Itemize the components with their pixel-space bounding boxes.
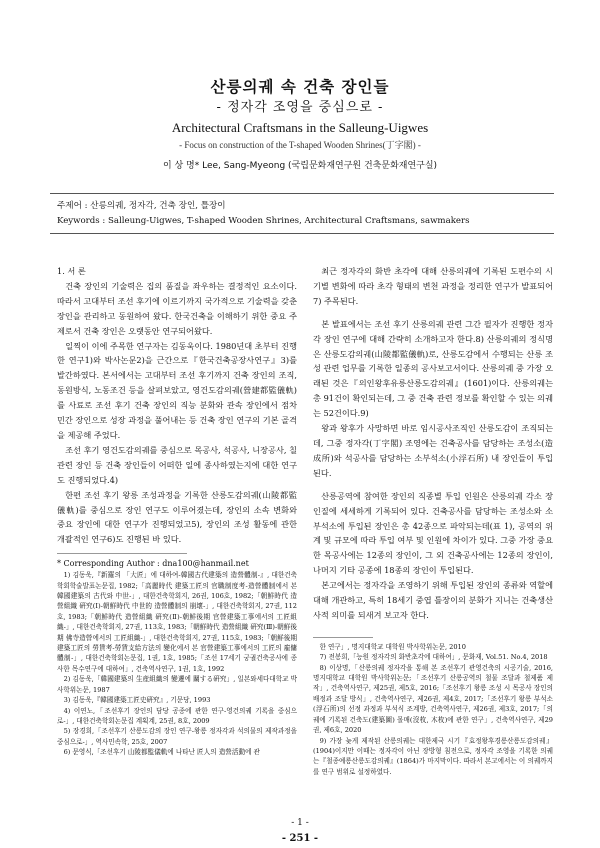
right-column xyxy=(313,264,553,777)
footnote: 8) 이상명,「산릉의궤 정자각을 통해 본 조선후기 관영건축의 시공기술, 2016, 명지대학교 대학원 박사학위논문;「조선후기 산릉공역의 철물 조달과 철제품 제작」, 건축역사연구, 제25권, 제5호, 2016;「조선후기 왕릉 조성 시 목공사 장인의 배정과 조달 방식」, 건축역사연구, 제26권, 제4호, 2017;「조선후기 왕릉 부석소(浮石所)의 선정 과정과 부석식 조계방, 건축역사연구, 제26권, 제3호, 2017;「의궤에 기록된 건축도(建築圖) 몰매(沒枚, 木枚)에 관한 연구」, 건축역사연구, 제29권, 제6호, 2020 xyxy=(313,663,553,735)
footnote: 4) 이연노,「조선후기 장인의 담당 공종에 관한 연구-영건의궤 기록을 중심으로-」, 대한건축학회논문집 계획계, 25권, 8호, 2009 xyxy=(57,706,297,725)
title-english: Architectural Craftsmans in the Salleung-Uigwes xyxy=(171,120,429,135)
footnote: 5) 장경희,「조선후기 산릉도감의 장인 연구-왕릉 정자각과 석의물의 제작과정을 중심으로-」, 역사민속학, 25호, 2007 xyxy=(57,727,297,746)
keywords-english: Keywords : Salleung-Uigwes, T-shaped Wooden Shrines, Architectural Craftsmans, sawmakers xyxy=(57,215,470,226)
body-paragraph: 최근 정자각의 화반 초각에 대해 산릉의궤에 기록된 도편수의 시기별 변화에 따라 초각 형태의 변천 과정을 정리한 연구가 발표되어7) 주목된다. xyxy=(313,266,553,306)
keywords-bottom-rule xyxy=(50,233,554,234)
body-paragraph: 본고에서는 정자각을 조영하기 위해 투입된 장인의 종류와 역할에 대해 개관하고, 특히 18세기 중엽 틀장이의 분화가 지니는 건축생산사적 의미를 되새겨 보고자 한다. xyxy=(313,580,553,620)
corresponding-author: * Corresponding Author : dna100@hanmail.net xyxy=(57,553,187,570)
keywords-korean: 주제어 : 산릉의궤, 정자각, 건축 장인, 틀장이 xyxy=(57,201,226,211)
left-column xyxy=(57,264,297,758)
body-paragraph: 한편 조선 후기 왕릉 조성과정을 기록한 산릉도감의궤(山陵都監儀軌)를 중심으로 장인 연구도 이루어졌는데, 장인의 소속 변화와 중요 장인에 대한 연구가 진행되었고5), 장인의 조성 활동에 관한 개괄적인 연구6)도 진행된 바 있다. xyxy=(57,489,297,545)
page-number: - 251 - xyxy=(281,833,319,844)
author-line: 이 상 명* Lee, Sang-Myeong (국립문화재연구원 건축문화재연구실) xyxy=(162,161,438,171)
footnote: 6) 문영식,「조선후기 山陵都監儀軌에 나타난 匠人의 造營活動에 관 xyxy=(63,748,260,757)
subtitle-korean: - 정자각 조영을 중심으로 - xyxy=(216,100,384,115)
title-korean: 산릉의궤 속 건축 장인들 xyxy=(210,77,390,96)
body-paragraph: 산릉공역에 참여한 장인의 직종별 투입 인원은 산릉의궤 각소 장인질에 세세하게 기록되어 있다. 건축공사를 담당하는 조성소와 소부석소에 투입된 장인은 총 42종으로 파악되는데(표 1), 공역의 위계 및 규모에 따라 투입 여부 및 인원에 차이가 있다. 그중 가장 중요한 목공사에는 12종의 장인이, 그 외 건축공사에는 12종의 장인이, 나머지 기타 공종에 18종의 장인이 투입된다. xyxy=(313,490,553,576)
title-block xyxy=(0,76,600,173)
footnote: 3) 김동욱,『韓國建築工匠史硏究』, 기문당, 1993 xyxy=(63,696,211,705)
body-paragraph: 왕과 왕후가 사망하면 바로 임시공사조직인 산릉도감이 조직되는데, 그중 정자각(丁字閣) 조영에는 건축공사를 담당하는 조성소(造成所)와 석공사를 담당하는 소부석소(小浮石所) 내 장인들이 투입된다. xyxy=(313,423,553,478)
keywords-block xyxy=(57,199,557,228)
body-paragraph: 건축 장인의 기술력은 집의 품질을 좌우하는 결정적인 요소이다. 따라서 고대부터 조선 후기에 이르기까지 국가적으로 기술력을 갖춘 장인을 관리하고 동원하여 왔다. 한국건축을 이해하기 위한 중요 주제로서 건축 장인은 오랫동안 연구되어왔다. xyxy=(57,280,297,336)
footnote: 7) 전봉희,「능원 정자각의 화반초각에 대하여」, 문화재, Vol.51. No.4, 2018 xyxy=(319,653,548,662)
footnote-separator xyxy=(313,637,373,638)
body-paragraph: 일찍이 이에 주목한 연구자는 김동욱이다. 1980년대 초부터 진행한 연구1)와 박사논문2)을 근간으로『한국건축공장사연구』3)를 발간하였다. 본서에서는 고대부터 조선 후기까지 건축 장인의 조직, 동원방식, 노동조건 등을 살펴보았고, 영건도감의궤(營建都監儀軌)를 사료로 조선 후기 건축 장인의 직능 분화와 관속 장인에서 점차 민간 장인으로 성장 과정을 풀어내는 등 건축 장인 연구의 기본 골격을 제공해 주었다. xyxy=(57,340,297,440)
page-marker: - 1 - xyxy=(291,818,309,828)
subtitle-english: - Focus on construction of the T-shaped Wooden Shrines(丁字閣) - xyxy=(179,140,421,150)
keywords-top-rule xyxy=(50,193,554,194)
footnote: 한 연구」, 명지대학교 대학원 박사학위논문, 2010 xyxy=(319,642,466,651)
section-heading: 1. 서 론 xyxy=(57,266,86,276)
footnote: 2) 김동욱,「韓國建築의 生産組織의 變遷에 關する硏究」, 일본와세다대학교 박사학위논문, 1987 xyxy=(57,675,297,694)
footnote: 9) 가장 늦게 제작된 산릉의궤는 대한제국 시기『효정왕후경릉산릉도감의궤』(1904)이지만 이때는 정자각이 아닌 장방형 침전으로, 정자각 조영을 기록한 의궤는『철종예릉산릉도감의궤』(1864)가 마지막이다. 따라서 본고에서는 이 의궤까지를 연구 범위로 설정하였다. xyxy=(313,736,553,776)
footnote: 1) 김동욱,『新羅의 「大匠」에 대하여-韓國古代建築의 造營體制-』, 대한건축학회학술발표논문집, 1982;「高麗時代 建築工匠의 官職制度考-造營體制에서 본 韓國建築의 古代와 中世-」, 대한건축학회지, 26권, 106호, 1982;「朝鮮時代 造營組織 硏究(Ⅰ)-朝鮮時代 中世的 造營體制의 崩壞-」, 대한건축학회지, 27권, 112호, 1983;「朝鮮時代 造營組織 硏究(Ⅱ)-朝鮮後期 官營建築工事에서의 工匠組織-」, 대한건축학회지, 27권, 113호, 1983;「朝鮮時代 造營組織 硏究(Ⅲ)-朝鮮後期 佛寺造營에서의 工匠組織-」, 대한건축학회지, 27권, 115호, 1983;「朝鮮後期 建築工匠의 勞賃考-勞賃支給方法의 變化에서 본 官營建築工事에서의 工匠의 雇傭體制-」, 대한건축학회논문집, 1권, 1호, 1985;「조선 17세기 궁궐건축공사에 종사한 목수연구에 대하여」, 건축역사연구, 1권, 1호, 1992 xyxy=(57,571,297,673)
body-paragraph: 본 발표에서는 조선 후기 산릉의궤 관련 그간 필자가 진행한 정자각 장인 연구에 대해 간략히 소개하고자 한다.8) 산릉의궤의 정식명은 산릉도감의궤(山陵都監儀軌)로, 산릉도감에서 수행되는 산릉 조성 관련 업무를 기록한 일종의 공사보고서이다. 산릉의궤 중 가장 오래된 것은『의인왕후유릉산릉도감의궤』(1601)이다. 산릉의궤는 총 91건이 확인되는데, 그 중 건축 관련 정보를 확인할 수 있는 의궤는 52건이다.9) xyxy=(313,318,553,419)
body-paragraph: 조선 후기 영건도감의궤를 중심으로 목공사, 석공사, 니장공사, 칠 관련 장인 등 건축 장인들이 어떠한 일에 종사하였는지에 대한 연구도 진행되었다.4) xyxy=(57,444,297,485)
